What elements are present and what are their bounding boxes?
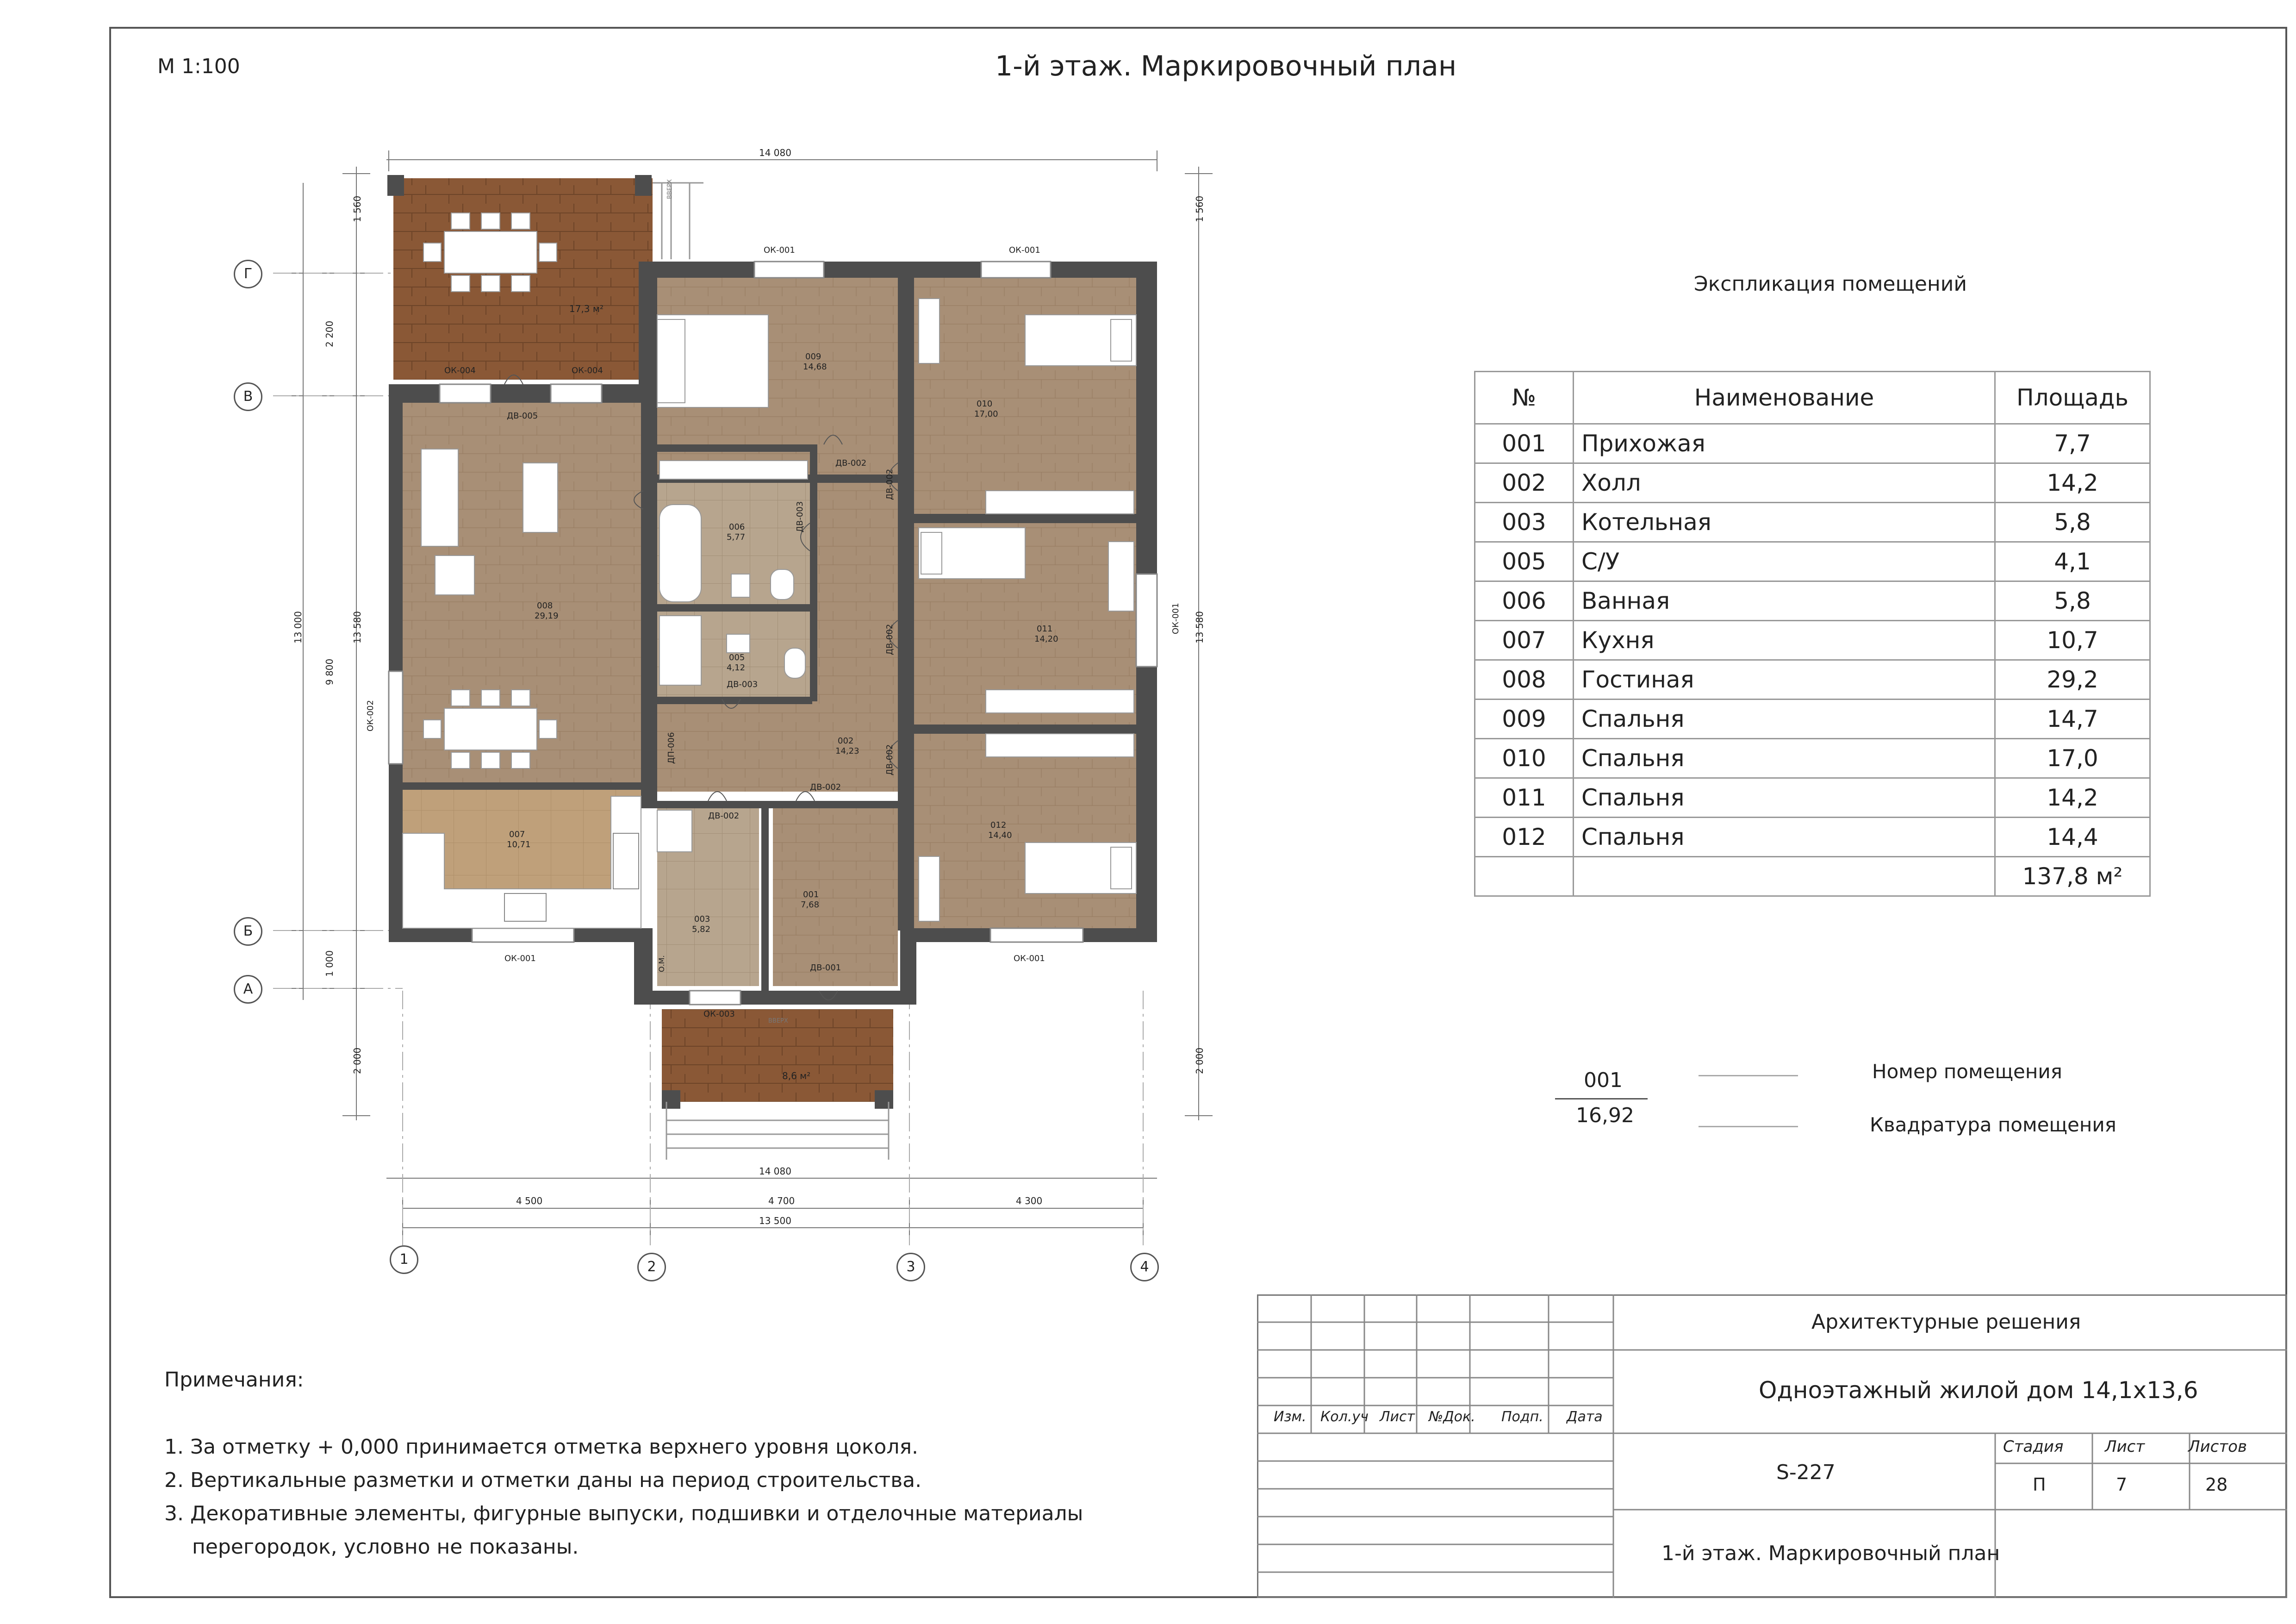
room-number-010: 010 <box>977 399 993 409</box>
room-name: Спальня <box>1574 700 1995 739</box>
page-title: 1-й этаж. Маркировочный план <box>995 50 1457 82</box>
note-item: 1. За отметку + 0,000 принимается отметка верхнего уровня цоколя. <box>164 1435 918 1459</box>
total-area: 137,8 м² <box>1995 857 2150 896</box>
axis-marker-2: 2 <box>637 1253 666 1281</box>
dim-left-total2: 13 580 <box>352 611 363 643</box>
axis-marker-1: 1 <box>390 1245 418 1274</box>
stamp-col-header: Кол.уч <box>1320 1409 1369 1425</box>
legend-area-label: Квадратура помещения <box>1870 1113 2116 1136</box>
window-label: ОК-002 <box>366 700 375 731</box>
stamp-sheets-label: Листов <box>2188 1437 2247 1456</box>
window-label: ОК-004 <box>444 366 476 375</box>
room-area: 14,2 <box>1995 463 2150 503</box>
stamp-col-header: Изм. <box>1274 1409 1307 1425</box>
room-number-012: 012 <box>990 820 1007 830</box>
notes-title: Примечания: <box>164 1368 304 1392</box>
stamp-col-header: Лист <box>1380 1409 1415 1425</box>
table-row <box>1475 621 2150 660</box>
door-label: ДВ-002 <box>885 744 895 775</box>
stamp-col-header: №Док. <box>1429 1409 1475 1425</box>
stamp-col-header: Подп. <box>1501 1409 1543 1425</box>
room-area: 17,0 <box>1995 739 2150 778</box>
dim-left-b-a: 1 000 <box>324 950 335 977</box>
room-area-012: 14,40 <box>988 831 1012 840</box>
window-label: ОК-001 <box>1009 245 1040 255</box>
legend-number-label: Номер помещения <box>1872 1060 2062 1083</box>
room-area-terrace: 17,3 м² <box>569 303 604 314</box>
scale-label: М 1:100 <box>157 55 240 78</box>
legend-divider <box>1555 1098 1648 1099</box>
window-label: ОК-004 <box>572 366 603 375</box>
door-label: ДВ-005 <box>507 411 538 421</box>
axis-marker-a: А <box>234 975 262 1004</box>
dim-left-g-v: 2 200 <box>324 320 335 347</box>
room-area-002: 14,23 <box>835 746 859 756</box>
room-area: 29,2 <box>1995 660 2150 700</box>
room-area-009: 14,68 <box>803 362 827 372</box>
room-number-001: 001 <box>803 890 819 899</box>
room-area-011: 14,20 <box>1034 634 1058 644</box>
stamp-sheet-label: Лист <box>2105 1437 2145 1456</box>
room-name: Гостиная <box>1574 660 1995 700</box>
door-label: ДВ-002 <box>810 782 841 792</box>
room-number: 009 <box>1475 700 1574 739</box>
door-label: ДВ-001 <box>810 963 841 973</box>
legend-leader-line <box>1699 1075 1798 1076</box>
room-number-003: 003 <box>694 914 710 924</box>
room-name: Котельная <box>1574 503 1995 542</box>
room-name: Кухня <box>1574 621 1995 660</box>
table-row <box>1475 463 2150 503</box>
room-number: 012 <box>1475 818 1574 857</box>
dim-right-top: 1 560 <box>1194 195 1205 222</box>
room-number-008: 008 <box>537 601 553 611</box>
stamp-project: Одноэтажный жилой дом 14,1х13,6 <box>1759 1377 2198 1404</box>
room-area-porch: 8,6 м² <box>782 1070 811 1081</box>
dim-left-top: 1 560 <box>352 195 363 222</box>
notes-list <box>164 1430 1083 1564</box>
table-row <box>1475 818 2150 857</box>
dim-bay-1-2: 4 500 <box>516 1195 543 1206</box>
legend-leader-line <box>1699 1126 1798 1127</box>
room-number: 008 <box>1475 660 1574 700</box>
room-name: Холл <box>1574 463 1995 503</box>
stamp-col-header: Дата <box>1567 1409 1603 1425</box>
room-area-003: 5,82 <box>692 924 711 934</box>
ventilation-label: О.М. <box>657 955 666 972</box>
legend-sample-area: 16,92 <box>1576 1104 1634 1127</box>
door-label: ДВ-003 <box>727 680 758 689</box>
room-area: 14,4 <box>1995 818 2150 857</box>
window-label: ОК-001 <box>504 954 536 963</box>
stamp-section: Архитектурные решения <box>1811 1310 2081 1334</box>
room-number: 006 <box>1475 581 1574 621</box>
stamp-sheet: 7 <box>2116 1474 2128 1495</box>
room-area-007: 10,71 <box>507 840 531 849</box>
col-number-header: № <box>1475 372 1574 424</box>
dim-bay-3-4: 4 300 <box>1016 1195 1043 1206</box>
room-number: 002 <box>1475 463 1574 503</box>
room-number: 011 <box>1475 778 1574 818</box>
table-row <box>1475 503 2150 542</box>
room-number-009: 009 <box>805 352 821 362</box>
room-number-005: 005 <box>729 653 745 662</box>
room-number-002: 002 <box>838 736 854 746</box>
door-label: ДВ-002 <box>835 458 867 468</box>
dim-right-bottom: 2 000 <box>1194 1047 1205 1074</box>
table-row <box>1475 542 2150 581</box>
room-number-006: 006 <box>729 522 745 532</box>
stamp-code: S-227 <box>1776 1461 1836 1484</box>
porch-stair-label: ВВЕРХ <box>768 1018 788 1024</box>
table-row <box>1475 739 2150 778</box>
dim-left-bottom: 2 000 <box>352 1047 363 1074</box>
room-number-011: 011 <box>1037 624 1053 634</box>
room-area-010: 17,00 <box>974 409 998 419</box>
table-row <box>1475 424 2150 463</box>
room-area-001: 7,68 <box>801 900 820 910</box>
axis-marker-v: В <box>234 382 262 411</box>
dim-left-total: 13 000 <box>292 611 304 643</box>
room-area: 4,1 <box>1995 542 2150 581</box>
col-name-header: Наименование <box>1574 372 1995 424</box>
dim-left-v-b: 9 800 <box>324 658 335 685</box>
axis-marker-4: 4 <box>1130 1253 1159 1281</box>
room-name: Спальня <box>1574 739 1995 778</box>
table-row <box>1475 581 2150 621</box>
room-name: Спальня <box>1574 818 1995 857</box>
room-area-008: 29,19 <box>535 611 559 621</box>
window-label: ОК-001 <box>1171 603 1181 634</box>
door-label: ДВ-002 <box>885 468 895 500</box>
axis-marker-3: 3 <box>896 1253 925 1281</box>
table-row <box>1475 778 2150 818</box>
note-item: 3. Декоративные элементы, фигурные выпуски, подшивки и отделочные материалы <box>164 1502 1083 1525</box>
dim-bay-2-3: 4 700 <box>768 1195 795 1206</box>
window-label: ОК-003 <box>703 1009 735 1019</box>
axis-marker-b: Б <box>234 917 262 946</box>
table-row <box>1475 660 2150 700</box>
dim-right-total: 13 580 <box>1194 611 1205 643</box>
note-item: 2. Вертикальные разметки и отметки даны на период строительства. <box>164 1468 922 1492</box>
room-number: 001 <box>1475 424 1574 463</box>
legend-sample-number: 001 <box>1584 1068 1623 1092</box>
note-item: перегородок, условно не показаны. <box>192 1535 579 1559</box>
room-number: 007 <box>1475 621 1574 660</box>
dim-axis-total: 13 500 <box>759 1215 791 1226</box>
door-label: ДВ-003 <box>795 501 805 532</box>
axis-marker-g: Г <box>234 260 262 288</box>
stamp-stage: П <box>2033 1474 2046 1495</box>
dim-bottom-total: 14 080 <box>759 1166 791 1177</box>
room-number: 005 <box>1475 542 1574 581</box>
explication-title: Экспликация помещений <box>1694 272 1967 296</box>
stamp-stage-label: Стадия <box>2003 1437 2064 1456</box>
window-label: ОК-001 <box>764 245 795 255</box>
window-label: ОК-001 <box>1014 954 1045 963</box>
room-number-007: 007 <box>509 830 525 839</box>
room-area-006: 5,77 <box>727 532 746 542</box>
door-label: ДВ-002 <box>885 624 895 655</box>
room-name: Ванная <box>1574 581 1995 621</box>
door-label: ДВ-002 <box>708 811 740 821</box>
stamp-sheets: 28 <box>2205 1474 2228 1495</box>
col-area-header: Площадь <box>1995 372 2150 424</box>
room-number: 010 <box>1475 739 1574 778</box>
door-label: ДП-006 <box>666 732 676 764</box>
room-area: 10,7 <box>1995 621 2150 660</box>
terrace-stair-label: ВВЕРХ <box>666 179 673 199</box>
room-area-005: 4,12 <box>727 663 746 673</box>
table-row <box>1475 700 2150 739</box>
room-name: Прихожая <box>1574 424 1995 463</box>
room-number: 003 <box>1475 503 1574 542</box>
stamp-sheet-title: 1-й этаж. Маркировочный план <box>1661 1542 2000 1565</box>
room-name: Спальня <box>1574 778 1995 818</box>
room-name: С/У <box>1574 542 1995 581</box>
explication-table <box>1474 371 2151 897</box>
room-area: 5,8 <box>1995 503 2150 542</box>
room-area: 7,7 <box>1995 424 2150 463</box>
room-area: 14,7 <box>1995 700 2150 739</box>
room-area: 5,8 <box>1995 581 2150 621</box>
dim-top-total: 14 080 <box>759 147 791 158</box>
room-area: 14,2 <box>1995 778 2150 818</box>
table-total-row <box>1475 857 2150 896</box>
